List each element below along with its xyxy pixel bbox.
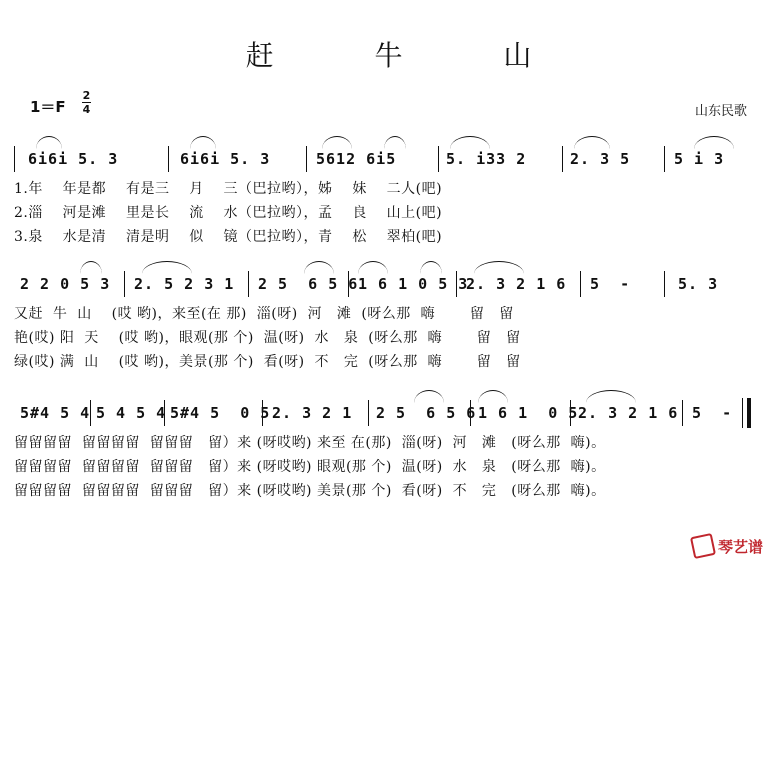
slur: [474, 261, 524, 274]
lyric-verse-3: 留留留留 留留留留 留留留 留）来 (呀哎哟) 美景(那 个) 看(呀) 不 完 (呀么那 嗨)。: [14, 483, 606, 499]
measure: 2 5 6 5 6: [376, 404, 477, 422]
slur: [450, 136, 490, 149]
barline: [470, 400, 471, 426]
measure: 1 6 1 0 5: [478, 404, 579, 422]
song-title: 赶 牛 山: [245, 39, 578, 72]
slur: [586, 390, 636, 403]
barline: [262, 400, 263, 426]
lyric-verse-1: 1.年 年是都 有是三 月 三（巴拉哟），姊 妹 二人(吧): [14, 181, 443, 197]
measure: 6i6i 5. 3: [180, 150, 271, 168]
measure: 1 6 1 0 5 3: [358, 275, 469, 293]
watermark-logo-icon: [690, 533, 716, 559]
song-origin: 山东民歌: [694, 104, 747, 119]
lyric-verse-3: 3.泉 水是清 清是明 似 镜（巴拉哟），青 松 翠柏(吧): [14, 229, 443, 245]
lyric-verse-2: 2.淄 河是滩 里是长 流 水（巴拉哟），孟 良 山上(吧): [14, 205, 443, 221]
lyric-verse-2: 艳(哎) 阳 天 (哎 哟)，眼观(那 个) 温(呀) 水 泉 (呀么那 嗨 留 留: [14, 330, 521, 346]
barline: [456, 271, 457, 297]
system-1-notes: [14, 150, 754, 174]
slur: [478, 390, 508, 403]
measure: 5#4 5 4: [20, 404, 91, 422]
slur: [414, 390, 444, 403]
barline: [168, 146, 169, 172]
barline: [368, 400, 369, 426]
measure: 2. 3 2 1: [272, 404, 353, 422]
barline: [248, 271, 249, 297]
barline: [348, 271, 349, 297]
slur: [384, 136, 406, 149]
measure: 5 -: [692, 404, 733, 422]
barline: [438, 146, 439, 172]
final-barline: [742, 398, 751, 428]
time-signature-bottom: 4: [82, 103, 91, 116]
slur: [80, 261, 102, 274]
slur: [190, 136, 216, 149]
measure: 5. 3: [678, 275, 719, 293]
measure: 5 i 3: [674, 150, 725, 168]
time-signature: [82, 90, 91, 115]
barline: [580, 271, 581, 297]
barline: [562, 146, 563, 172]
measure: 5. i33 2: [446, 150, 527, 168]
barline: [124, 271, 125, 297]
measure: 5#4 5 0 5: [170, 404, 271, 422]
lyric-verse-3: 绿(哎) 满 山 (哎 哟)，美景(那 个) 看(呀) 不 完 (呀么那 嗨 留 留: [14, 354, 521, 370]
system-2-notes: [14, 275, 754, 299]
barline: [664, 146, 665, 172]
slur: [142, 261, 192, 274]
measure: 2 2 0 5 3: [20, 275, 111, 293]
watermark-text: 琴艺谱: [717, 537, 763, 556]
slur: [304, 261, 334, 274]
barline: [682, 400, 683, 426]
measure: 2. 3 2 1 6: [578, 404, 679, 422]
measure: 2. 3 2 1 6: [466, 275, 567, 293]
barline: [164, 400, 165, 426]
start-barline: [14, 146, 15, 172]
system-3-notes: [14, 404, 754, 428]
slur: [420, 261, 442, 274]
lyric-verse-1: 留留留留 留留留留 留留留 留）来 (呀哎哟) 来至 在(那) 淄(呀) 河 滩 (呀么那 嗨)。: [14, 435, 606, 451]
measure: 2. 5 2 3 1: [134, 275, 235, 293]
barline: [306, 146, 307, 172]
key-signature: 1＝F: [30, 98, 66, 116]
measure: 2. 3 5: [570, 150, 631, 168]
measure: 2 5 6 5 6: [258, 275, 359, 293]
lyric-verse-1: 又赶 牛 山 (哎 哟)，来至(在 那) 淄(呀) 河 滩 (呀么那 嗨 留 留: [14, 306, 514, 322]
time-signature-top: 2: [82, 89, 91, 102]
measure: 6i6i 5. 3: [28, 150, 119, 168]
measure: 5 4 5 4: [96, 404, 167, 422]
barline: [570, 400, 571, 426]
barline: [664, 271, 665, 297]
watermark: [692, 535, 763, 557]
slur: [358, 261, 388, 274]
slur: [322, 136, 352, 149]
measure: 5612 6i5: [316, 150, 397, 168]
lyric-verse-2: 留留留留 留留留留 留留留 留）来 (呀哎哟) 眼观(那 个) 温(呀) 水 泉 (呀么那 嗨)。: [14, 459, 606, 475]
slur: [694, 136, 734, 149]
measure: 5 -: [590, 275, 631, 293]
slur: [36, 136, 62, 149]
barline: [90, 400, 91, 426]
slur: [574, 136, 610, 149]
